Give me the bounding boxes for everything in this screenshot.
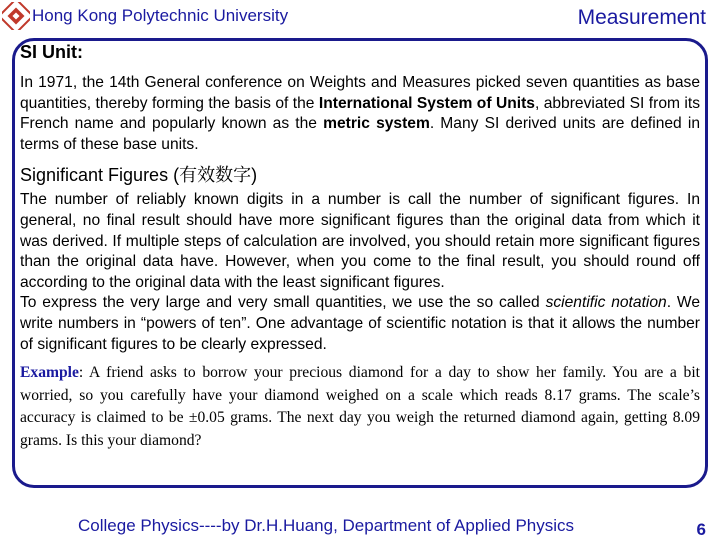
si-bold-metric-system: metric system	[323, 115, 430, 133]
sn-text-1: To express the very large and very small quantities, we use the so called	[20, 294, 546, 312]
si-unit-heading: SI Unit:	[20, 42, 83, 62]
example-paragraph	[20, 362, 700, 452]
sn-text-2: . We write numbers in “powers of ten”. One advantage of scientific notation is that it allows the number of significant figures to be clearly expressed.	[20, 294, 701, 353]
si-text-3: . Many SI derived units are defined in terms of these base units.	[20, 115, 700, 153]
polyu-logo-icon	[2, 2, 30, 30]
si-text-2: , abbreviated SI from its French name and popularly known as the	[20, 94, 701, 133]
example-block	[20, 362, 700, 452]
slide-topic: Measurement	[577, 6, 706, 29]
example-text: : A friend asks to borrow your precious diamond for a day to show her family. You are a bit worried, so you carefully have your diamond weighed on a scale which reads 8.17 grams. The scale’s accuracy is claimed to be ±0.05 grams. The next day you weigh the returned diamond again, getting 8.09 grams. Is this your diamond?	[20, 364, 700, 449]
si-text-1: In 1971, the 14th General conference on Weights and Measures picked seven quantities as base quantities, thereby forming the basis of the	[20, 74, 700, 112]
sn-italic-term: scientific notation	[545, 294, 667, 312]
scientific-notation-paragraph	[20, 293, 700, 355]
significant-figures-heading: Significant Figures (有效数字)	[20, 165, 258, 186]
slide-content	[20, 42, 700, 452]
si-unit-paragraph	[20, 73, 700, 155]
university-name: Hong Kong Polytechnic University	[32, 6, 289, 25]
footer-credit: College Physics----by Dr.H.Huang, Department of Applied Physics	[78, 516, 575, 535]
example-label: Example	[20, 364, 79, 382]
page-number: 6	[696, 520, 706, 539]
significant-figures-paragraph: The number of reliably known digits in a number is call the number of significant figures. In general, no final result should have more significant figures than the original data from which it was derived. If multiple steps of calculation are involved, you should retain more significant figures than the original data have. However, when you come to the final result, you should round off according to the original data with the least significant figures.	[20, 191, 700, 291]
si-bold-international-system: International System of Units	[318, 94, 535, 112]
